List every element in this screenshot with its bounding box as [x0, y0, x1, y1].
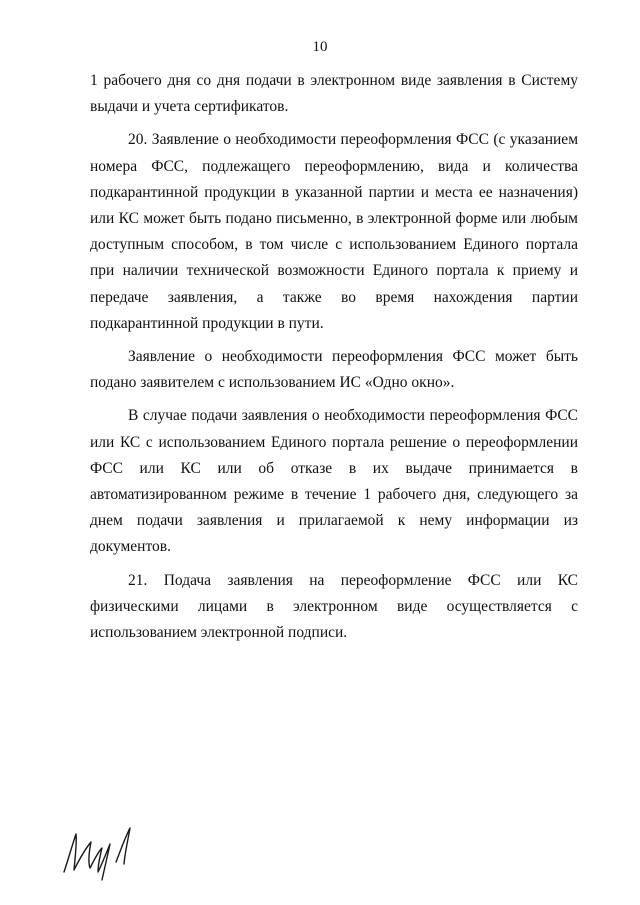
paragraph-portal-decision: В случае подачи заявления о необходимости переоформления ФСС или КС с использованием Единого портала решение о переоформлении ФСС или КС или об отказе в их выдаче принимается в автоматизированном режиме в течение 1 рабочего дня, следующего за днем подачи заявления и прилагаемой к нему информации из документов. [90, 407, 578, 556]
paragraph-item-20: 20. Заявление о необходимости переоформления ФСС (с указанием номера ФСС, подлежащего переоформлению, вида и количества подкарантинной продукции в указанной партии и места ее назначения) или КС может быть подано письменно, в электронной форме или любым доступным способом, в том числе с использованием Единого портала при наличии технической возможности Единого портала к приему и передаче заявления, а также во время нахождения партии подкарантинной продукции в пути. [90, 131, 578, 332]
page-number: 10 [312, 39, 328, 55]
document-body [90, 68, 578, 653]
paragraph-item-21: 21. Подача заявления на переоформление ФСС или КС физическими лицами в электронном виде осуществляется с использованием электронной подписи. [90, 571, 578, 642]
paragraph-one-window: Заявление о необходимости переоформления ФСС может быть подано заявителем с использованием ИС «Одно окно». [90, 348, 578, 392]
paragraph-continuation: 1 рабочего дня со дня подачи в электронном виде заявления в Систему выдачи и учета сертификатов. [90, 72, 578, 116]
handwritten-signature-icon [58, 822, 148, 882]
